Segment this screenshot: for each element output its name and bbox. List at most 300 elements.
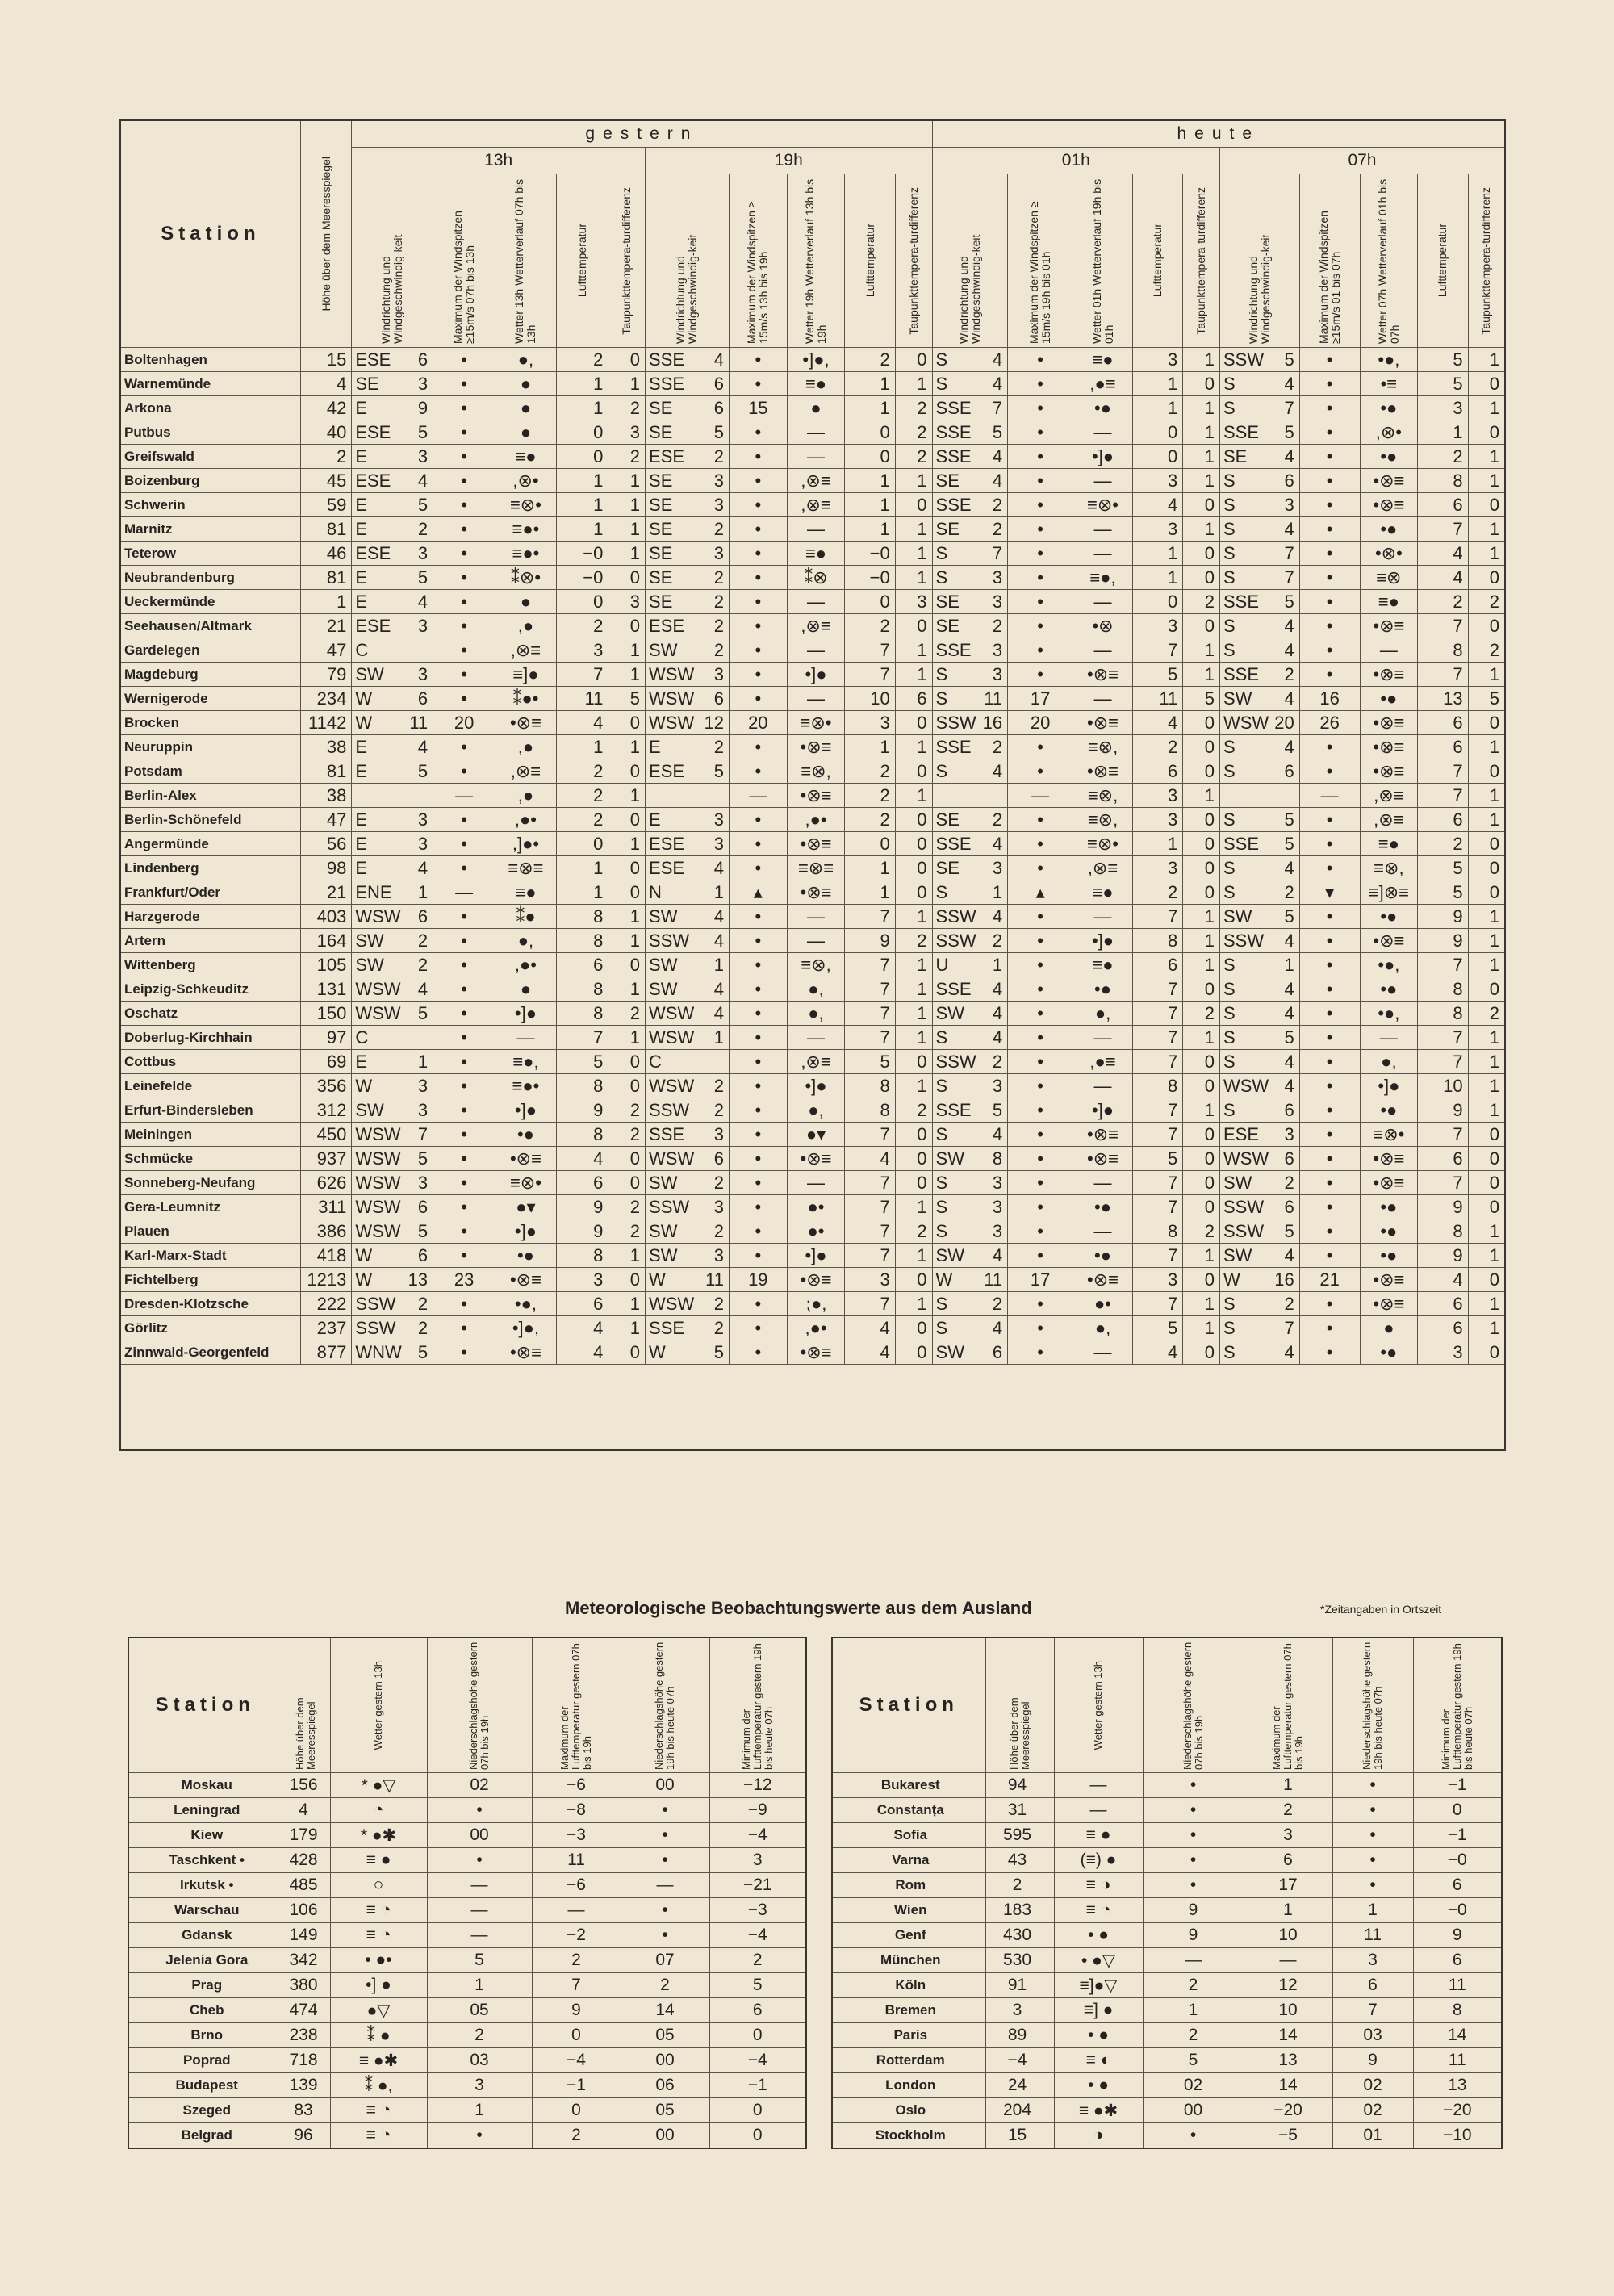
gust-cell: • — [729, 1316, 787, 1340]
temperature-cell: 7 — [845, 663, 895, 687]
wind-direction: SW — [355, 664, 384, 684]
table-row — [120, 1268, 1505, 1292]
temperature-cell: 3 — [1132, 614, 1182, 638]
dewpoint-diff-cell: 2 — [1468, 638, 1505, 663]
wind-speed: 2 — [1284, 1173, 1294, 1193]
station-name: München — [832, 1948, 985, 1973]
dewpoint-diff-cell: 0 — [1468, 1340, 1505, 1365]
gust-cell: • — [433, 953, 495, 977]
foreign-column-header: Höhe über dem Meeresspiegel — [282, 1637, 330, 1773]
gust-cell: • — [433, 929, 495, 953]
wind-direction: SSE — [1223, 834, 1259, 854]
gust-cell: • — [1299, 1026, 1360, 1050]
weather-symbol-cell: ≡● — [787, 372, 845, 396]
weather-symbol-cell: •⊗ — [1073, 614, 1133, 638]
max-temperature-cell: 12 — [1244, 1973, 1332, 1998]
gust-cell: 26 — [1299, 711, 1360, 735]
gust-cell: • — [433, 1292, 495, 1316]
station-elevation: 47 — [300, 638, 351, 663]
gust-cell: 16 — [1299, 687, 1360, 711]
wind-direction: WSW — [649, 1148, 695, 1169]
temperature-cell: 1 — [1132, 832, 1182, 856]
wind-speed: 4 — [1284, 446, 1294, 466]
wind-cell — [352, 663, 433, 687]
wind-speed: 4 — [713, 979, 724, 999]
weather-symbol-cell: ●, — [495, 348, 557, 372]
wind-speed: 3 — [417, 834, 429, 854]
wind-direction: SE — [649, 398, 673, 418]
weather-symbol-cell: ≡⊗• — [1360, 1123, 1418, 1147]
gust-cell: 20 — [1008, 711, 1073, 735]
weather-symbol-cell: ,⊗• — [495, 469, 557, 493]
min-temperature-cell: 6 — [1413, 1948, 1502, 1973]
weather-symbol-cell: ,⊗≡ — [787, 614, 845, 638]
dewpoint-diff-cell: 0 — [1183, 977, 1220, 1002]
wind-speed: 11 — [984, 688, 1003, 709]
gust-cell: • — [729, 1195, 787, 1219]
wind-direction: S — [1223, 1027, 1236, 1048]
wind-speed: 5 — [417, 1003, 429, 1023]
max-temperature-cell: — — [532, 1898, 621, 1923]
weather-symbol-cell: — — [787, 1171, 845, 1195]
wind-direction: WSW — [355, 1148, 401, 1169]
wind-direction: SSE — [935, 979, 972, 999]
dewpoint-diff-cell: 1 — [1468, 1219, 1505, 1244]
dewpoint-diff-cell: 0 — [608, 1147, 646, 1171]
gust-cell: 19 — [729, 1268, 787, 1292]
weather-symbol-cell: ≡ ● — [1054, 1823, 1143, 1848]
table-row — [832, 2073, 1502, 2098]
wind-speed: 2 — [713, 640, 724, 660]
weather-symbol-cell: •● — [1360, 1195, 1418, 1219]
gust-cell: • — [729, 929, 787, 953]
wind-cell — [352, 1026, 433, 1050]
gust-cell: • — [729, 1074, 787, 1098]
precipitation-day-cell: • — [1143, 2123, 1244, 2149]
wind-speed: 3 — [713, 495, 724, 515]
dewpoint-diff-cell: 0 — [1183, 566, 1220, 590]
station-name: Lindenberg — [120, 856, 300, 880]
wind-header: Windrichtung und Windgeschwindig-keit — [646, 174, 730, 348]
wind-direction: E — [355, 446, 368, 466]
wind-cell — [1219, 566, 1299, 590]
wind-direction: SW — [649, 955, 678, 975]
dewpoint-diff-cell: 0 — [608, 856, 646, 880]
weather-symbol-cell: ,⊗• — [1360, 420, 1418, 445]
gust-cell: • — [1008, 469, 1073, 493]
precipitation-night-cell: • — [621, 1923, 709, 1948]
wind-direction: SSW — [1223, 1197, 1265, 1217]
wind-speed: 2 — [713, 1076, 724, 1096]
temperature-cell: 9 — [556, 1195, 608, 1219]
station-name: Meiningen — [120, 1123, 300, 1147]
dewpoint-diff-cell: 2 — [608, 445, 646, 469]
temperature-cell: 0 — [845, 445, 895, 469]
precipitation-night-cell: 07 — [621, 1948, 709, 1973]
wind-cell — [646, 977, 730, 1002]
gust-cell: • — [729, 1002, 787, 1026]
wind-cell — [352, 735, 433, 759]
table-row — [832, 1923, 1502, 1948]
wind-cell — [352, 1219, 433, 1244]
wind-direction: SSW — [1223, 349, 1265, 370]
temperature-cell: 8 — [1132, 1219, 1182, 1244]
table-row — [128, 1948, 806, 1973]
temperature-cell: 1 — [556, 372, 608, 396]
dewpoint-diff-cell: 0 — [1468, 614, 1505, 638]
wind-speed: 4 — [417, 737, 429, 757]
dewpoint-diff-cell: 6 — [895, 687, 932, 711]
temperature-cell: 2 — [845, 348, 895, 372]
dewpoint-diff-cell: 0 — [895, 711, 932, 735]
precipitation-night-cell: • — [1332, 1823, 1413, 1848]
table-row — [120, 542, 1505, 566]
wind-direction: SW — [355, 1100, 384, 1120]
dewpoint-diff-cell: 2 — [895, 396, 932, 420]
wind-speed: 3 — [992, 1173, 1003, 1193]
wind-speed: 4 — [992, 446, 1003, 466]
weather-symbol-cell: •≡ — [1360, 372, 1418, 396]
temperature-cell: 6 — [556, 1171, 608, 1195]
wind-cell — [646, 638, 730, 663]
wind-cell — [352, 372, 433, 396]
station-name: Moskau — [128, 1773, 282, 1798]
table-row — [120, 396, 1505, 420]
wind-speed: 3 — [713, 470, 724, 491]
temperature-cell: 4 — [556, 1316, 608, 1340]
temperature-cell: 6 — [1132, 759, 1182, 784]
precipitation-night-cell: • — [621, 1898, 709, 1923]
weather-symbol-cell: — — [1054, 1798, 1143, 1823]
temperature-cell: 8 — [1418, 469, 1468, 493]
wind-cell — [352, 517, 433, 542]
wind-cell — [352, 687, 433, 711]
wind-cell — [646, 687, 730, 711]
dewpoint-diff-cell: 0 — [1183, 1171, 1220, 1195]
precipitation-night-cell: 02 — [1332, 2098, 1413, 2123]
gust-cell: • — [433, 1026, 495, 1050]
station-elevation: 450 — [300, 1123, 351, 1147]
table-row — [120, 1195, 1505, 1219]
station-elevation: 3 — [985, 1998, 1054, 2023]
wind-cell — [352, 929, 433, 953]
wind-direction: SSW — [935, 713, 976, 733]
min-temperature-cell: 2 — [709, 1948, 806, 1973]
temperature-cell: 7 — [1418, 614, 1468, 638]
station-name: Brno — [128, 2023, 282, 2048]
weather-symbol-cell: — — [1073, 1026, 1133, 1050]
max-temperature-cell: 10 — [1244, 1923, 1332, 1948]
wind-direction: SW — [649, 1173, 678, 1193]
table-row — [120, 808, 1505, 832]
wind-direction: E — [355, 519, 368, 539]
wind-speed: 7 — [417, 1124, 429, 1144]
station-header: Station — [120, 120, 300, 348]
dewpoint-diff-cell: 1 — [1183, 663, 1220, 687]
temperature-cell: 3 — [1132, 517, 1182, 542]
table-row — [128, 2098, 806, 2123]
station-elevation: 342 — [282, 1948, 330, 1973]
table-row — [128, 1873, 806, 1898]
wind-direction: ESE — [355, 616, 391, 636]
weather-symbol-cell: •]●, — [787, 348, 845, 372]
table-row — [120, 832, 1505, 856]
wind-direction: SSE — [649, 1318, 685, 1338]
gust-cell: 20 — [729, 711, 787, 735]
wind-cell — [932, 1002, 1008, 1026]
max-temperature-cell: 14 — [1244, 2073, 1332, 2098]
min-temperature-cell: −0 — [1413, 1848, 1502, 1873]
weather-symbol-cell: — — [1360, 638, 1418, 663]
station-elevation: 81 — [300, 566, 351, 590]
temperature-cell: 0 — [556, 420, 608, 445]
table-row — [120, 929, 1505, 953]
gust-cell: • — [1008, 348, 1073, 372]
wind-direction: W — [355, 1245, 373, 1265]
weather-symbol-cell: ,● — [495, 614, 557, 638]
station-header: Station — [128, 1637, 282, 1773]
dewpoint-diff-cell: 1 — [1468, 517, 1505, 542]
weather-symbol-cell: •⊗≡ — [1360, 614, 1418, 638]
station-name: Harzgerode — [120, 905, 300, 929]
dewpoint-diff-cell: 2 — [895, 1219, 932, 1244]
wind-cell — [932, 1195, 1008, 1219]
temperature-cell: 5 — [1132, 1147, 1182, 1171]
dewpoint-diff-cell: 1 — [1468, 396, 1505, 420]
gust-cell: — — [433, 880, 495, 905]
wind-direction: S — [935, 688, 948, 709]
wind-direction: WSW — [355, 1003, 401, 1023]
weather-symbol-cell: ●• — [787, 1195, 845, 1219]
temperature-cell: 6 — [1418, 735, 1468, 759]
max-temperature-cell: −1 — [532, 2073, 621, 2098]
precipitation-day-cell: — — [427, 1923, 532, 1948]
weather-symbol-cell: ⁑● — [495, 905, 557, 929]
wind-cell — [1219, 469, 1299, 493]
wind-cell — [932, 880, 1008, 905]
temperature-cell: 2 — [556, 348, 608, 372]
temperature-cell: −0 — [845, 542, 895, 566]
dewpoint-diff-cell: 0 — [1183, 542, 1220, 566]
temperature-cell: 1 — [556, 735, 608, 759]
temperature-cell: −0 — [556, 542, 608, 566]
wind-speed: 7 — [992, 398, 1003, 418]
dewpoint-diff-cell: 1 — [1468, 1026, 1505, 1050]
wind-direction: WSW — [649, 664, 695, 684]
table-row — [120, 469, 1505, 493]
wind-direction: ESE — [355, 349, 391, 370]
precipitation-day-cell: • — [427, 1798, 532, 1823]
station-name: Putbus — [120, 420, 300, 445]
station-elevation: 91 — [985, 1973, 1054, 1998]
max-temperature-cell: 10 — [1244, 1998, 1332, 2023]
dewpoint-diff-cell: 1 — [895, 517, 932, 542]
dewpoint-diff-cell: 1 — [1183, 638, 1220, 663]
wind-speed: 2 — [713, 1318, 724, 1338]
wind-speed: 6 — [1284, 1100, 1294, 1120]
gust-cell: • — [1008, 614, 1073, 638]
station-elevation: 356 — [300, 1074, 351, 1098]
weather-symbol-cell: •● — [1073, 1244, 1133, 1268]
gust-cell: • — [1299, 1098, 1360, 1123]
gust-cell: — — [433, 784, 495, 808]
precipitation-day-cell: • — [427, 1848, 532, 1873]
wind-direction: S — [935, 664, 948, 684]
weather-symbol-cell: ,●• — [495, 808, 557, 832]
max-temperature-cell: −8 — [532, 1798, 621, 1823]
dewpoint-diff-cell: 0 — [608, 1050, 646, 1074]
dewpoint-diff-cell: 1 — [1183, 784, 1220, 808]
min-temperature-cell: 6 — [709, 1998, 806, 2023]
station-name: Rotterdam — [832, 2048, 985, 2073]
gust-cell: • — [1299, 614, 1360, 638]
wind-speed: 2 — [1284, 664, 1294, 684]
weather-symbol-cell: ,●• — [787, 1316, 845, 1340]
weather-symbol-cell: •⊗≡ — [787, 880, 845, 905]
weather-symbol-cell: • ● — [1054, 1923, 1143, 1948]
wind-speed: 2 — [992, 931, 1003, 951]
gust-cell: • — [433, 517, 495, 542]
wind-direction: S — [935, 761, 948, 781]
dewpoint-diff-cell: 1 — [1468, 663, 1505, 687]
temperature-cell: 2 — [1132, 735, 1182, 759]
wind-speed: 2 — [992, 1052, 1003, 1072]
temperature-cell: 9 — [1418, 1098, 1468, 1123]
wind-speed: 1 — [713, 882, 724, 902]
table-row — [832, 2123, 1502, 2149]
weather-symbol-cell: ≡● — [1360, 590, 1418, 614]
gust-cell: • — [729, 542, 787, 566]
gust-cell: 15 — [729, 396, 787, 420]
gust-cell: • — [729, 1050, 787, 1074]
temperature-cell: 7 — [845, 1026, 895, 1050]
wind-direction: S — [935, 1076, 948, 1096]
temperature-cell: 3 — [1132, 1268, 1182, 1292]
temperature-cell: 10 — [845, 687, 895, 711]
station-name: Wernigerode — [120, 687, 300, 711]
max-temperature-cell: 2 — [532, 1948, 621, 1973]
weather-symbol-cell: •]● — [495, 1002, 557, 1026]
wind-cell — [352, 614, 433, 638]
wind-direction: S — [935, 1124, 948, 1144]
table-row — [120, 1219, 1505, 1244]
wind-cell — [646, 590, 730, 614]
temperature-cell: −0 — [556, 566, 608, 590]
max-temperature-cell: −6 — [532, 1773, 621, 1798]
weather-symbol-cell: ●▾ — [495, 1195, 557, 1219]
wind-speed: 2 — [992, 1294, 1003, 1314]
station-elevation: 718 — [282, 2048, 330, 2073]
wind-cell — [932, 1171, 1008, 1195]
precipitation-night-cell: • — [621, 1848, 709, 1873]
temperature-cell: 5 — [1418, 856, 1468, 880]
wind-direction: SW — [1223, 1173, 1252, 1193]
gust-cell: • — [433, 832, 495, 856]
temperature-cell: 6 — [1418, 711, 1468, 735]
temperature-cell: 8 — [1132, 1074, 1182, 1098]
dewpoint-diff-cell: 0 — [608, 1171, 646, 1195]
precipitation-night-cell: 00 — [621, 2048, 709, 2073]
temperature-cell: 9 — [556, 1098, 608, 1123]
gust-cell: ▾ — [1299, 880, 1360, 905]
wind-speed: 16 — [982, 713, 1003, 733]
group-header-heute: heute — [932, 120, 1505, 148]
wind-cell — [1219, 372, 1299, 396]
dewpoint-diff-cell: 0 — [608, 614, 646, 638]
weather-symbol-cell: •● — [1360, 1219, 1418, 1244]
wind-speed: 4 — [713, 349, 724, 370]
wind-cell — [646, 735, 730, 759]
wind-direction: E — [355, 1052, 368, 1072]
gust-cell: • — [1008, 420, 1073, 445]
gust-header: Maximum der Windspitzen ≥15m/s 07h bis 13h — [433, 174, 495, 348]
wind-header: Windrichtung und Windgeschwindig-keit — [932, 174, 1008, 348]
wind-cell — [932, 1098, 1008, 1123]
gust-cell: • — [1008, 953, 1073, 977]
gust-cell: ▴ — [1008, 880, 1073, 905]
temperature-cell: 8 — [556, 905, 608, 929]
wind-direction: SE — [1223, 446, 1248, 466]
wind-direction: ESE — [649, 858, 685, 878]
weather-symbol-cell: ⁑ ●, — [330, 2073, 427, 2098]
dewpoint-diff-cell: 1 — [608, 784, 646, 808]
station-elevation: 530 — [985, 1948, 1054, 1973]
wind-cell — [646, 832, 730, 856]
gust-cell: • — [433, 542, 495, 566]
weather-symbol-cell: ◑ — [1054, 2123, 1143, 2149]
dewpoint-diff-cell: 2 — [895, 445, 932, 469]
wind-speed: 6 — [713, 398, 724, 418]
wind-direction: ESE — [649, 616, 685, 636]
dewpoint-diff-cell: 1 — [608, 1316, 646, 1340]
wind-direction: SW — [649, 906, 678, 926]
temperature-cell: 6 — [1132, 953, 1182, 977]
dewpoint-diff-cell: 1 — [1183, 420, 1220, 445]
weather-symbol-cell: •● — [1360, 445, 1418, 469]
weather-symbol-cell: ≡● — [1073, 880, 1133, 905]
wind-speed: 5 — [417, 495, 429, 515]
temperature-cell: 3 — [1132, 348, 1182, 372]
dewpoint-diff-cell: 1 — [1468, 542, 1505, 566]
wind-direction: SW — [355, 955, 384, 975]
wind-speed: 5 — [992, 1100, 1003, 1120]
dewpoint-diff-cell: 1 — [895, 663, 932, 687]
wind-direction: W — [649, 1342, 666, 1362]
table-row — [120, 784, 1505, 808]
wind-speed: 12 — [704, 713, 724, 733]
temperature-cell: 9 — [556, 1219, 608, 1244]
gust-cell: • — [1008, 638, 1073, 663]
wind-speed: 3 — [992, 567, 1003, 588]
station-elevation: 2 — [985, 1873, 1054, 1898]
gust-cell: • — [433, 372, 495, 396]
gust-cell: • — [433, 759, 495, 784]
wind-direction: S — [1223, 1342, 1236, 1362]
station-elevation: 79 — [300, 663, 351, 687]
wind-cell — [932, 1123, 1008, 1147]
table-row — [120, 614, 1505, 638]
wind-direction: N — [649, 882, 662, 902]
gust-cell: • — [1299, 1219, 1360, 1244]
temperature-cell: 6 — [556, 1292, 608, 1316]
weather-symbol-cell: — — [787, 1026, 845, 1050]
wind-speed: 3 — [992, 1197, 1003, 1217]
temperature-cell: 7 — [1418, 953, 1468, 977]
temperature-cell: 2 — [845, 759, 895, 784]
gust-cell: • — [1299, 1171, 1360, 1195]
precipitation-night-cell: • — [1332, 1798, 1413, 1823]
dewpoint-diff-header: Taupunkttempera-turdifferenz — [1468, 174, 1505, 348]
